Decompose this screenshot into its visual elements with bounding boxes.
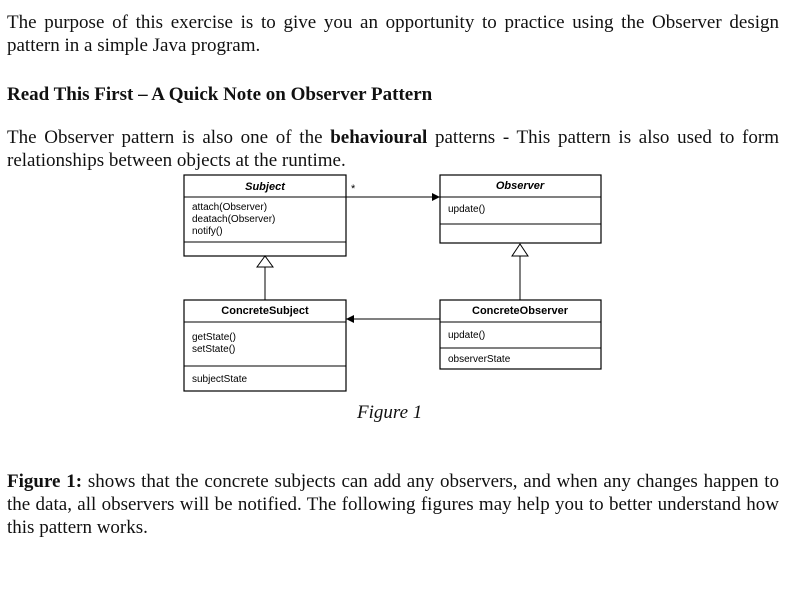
concrete-observer-method: update()	[448, 330, 486, 341]
concrete-subject-method: getState()	[192, 332, 236, 343]
subject-class-name: Subject	[245, 181, 285, 193]
subject-method: notify()	[192, 226, 223, 237]
description-bold: behavioural	[330, 127, 428, 148]
multiplicity-label: *	[351, 183, 356, 195]
section-heading: Read This First – A Quick Note on Observer Pattern	[7, 84, 433, 105]
description-suffix: patterns - This pattern is also used to form relationships between objects at the runtime.	[7, 127, 779, 171]
figure-caption: Figure 1	[357, 402, 423, 423]
concrete-observer-class-name: ConcreteObserver	[472, 305, 568, 317]
concrete-subject-class	[184, 300, 346, 391]
concrete-subject-attribute: subjectState	[192, 374, 248, 385]
observer-class	[440, 175, 601, 243]
figure-label: Figure 1:	[7, 471, 83, 492]
concrete-subject-class-name: ConcreteSubject	[221, 305, 309, 317]
figure-description-paragraph	[7, 470, 779, 539]
concrete-observer-attribute: observerState	[448, 354, 511, 365]
concrete-observer-class	[440, 300, 601, 369]
intro-paragraph: The purpose of this exercise is to give you an opportunity to practice using the Observer design pattern in a simple Java program.	[7, 12, 779, 56]
subject-method: deatach(Observer)	[192, 214, 276, 225]
inheritance-arrow-observer	[512, 244, 528, 300]
subject-method: attach(Observer)	[192, 202, 268, 213]
observer-class-name: Observer	[495, 180, 545, 192]
observer-method: update()	[448, 204, 486, 215]
subject-class	[184, 175, 346, 256]
concrete-subject-method: setState()	[192, 344, 236, 355]
figure-description-text: shows that the concrete subjects can add any observers, and when any changes happen to the data, all observers will be notified. The following figures may help you to better understand how this pattern works.	[7, 471, 779, 538]
description-prefix: The Observer pattern is also one of the	[7, 127, 331, 148]
inheritance-arrow-subject	[257, 256, 273, 300]
